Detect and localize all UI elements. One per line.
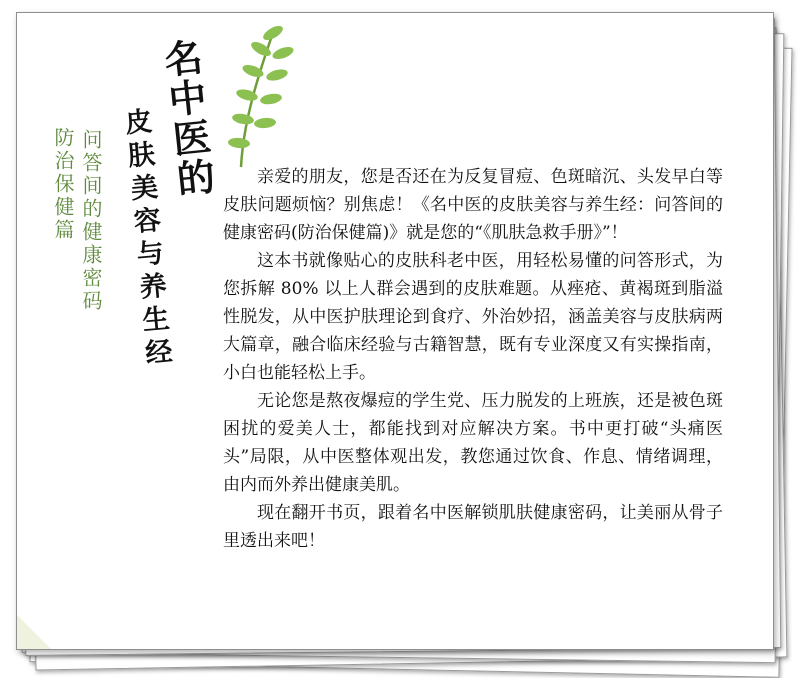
leaf	[259, 92, 282, 106]
corner-decoration	[17, 615, 51, 649]
paragraph: 现在翻开书页，跟着名中医解锁肌肤健康密码，让美丽从骨子里透出来吧！	[223, 503, 723, 551]
leaf	[228, 137, 251, 149]
paragraph: 无论您是熬夜爆痘的学生党、压力脱发的上班族，还是被色斑困扰的爱美人士，都能找到对应解决方案。书中更打破“头痛医头”局限，从中医整体观出发，教您通过饮食、作息、情绪调理，由内而外养出健康美肌。	[223, 391, 723, 495]
book-title-main: 名中医的	[156, 36, 218, 201]
book-title-sub: 皮肤美容与养生经	[119, 106, 173, 373]
paragraph: 这本书就像贴心的皮肤科老中医，用轻松易懂的问答形式，为您拆解 80% 以上人群会遇到的皮肤难题。从痤疮、黄褐斑到脂溢性脱发，从中医护肤理论到食疗、外治妙招，涵盖美容与皮肤病两大篇章，融合临床经验与古籍智慧，既有专业深度又有实操指南，小白也能轻松上手。	[223, 251, 723, 383]
leaf-sprig-icon	[213, 19, 303, 169]
leaf	[231, 112, 254, 126]
leaf	[261, 23, 285, 43]
sprig-leaves	[228, 23, 295, 149]
leaf	[254, 117, 277, 129]
top-page	[16, 12, 774, 650]
paragraph: 亲爱的朋友，您是否还在为反复冒痘、色斑暗沉、头发早白等皮肤问题烦恼？别焦虑！《名中医的皮肤美容与养生经：问答间的健康密码(防治保健篇)》就是您的“《肌肤急救手册》”！	[223, 167, 723, 243]
book-subtitle-line1: 问答间的健康密码	[79, 129, 103, 313]
intro-text	[223, 163, 723, 555]
leaf	[265, 67, 289, 82]
leaf	[271, 45, 295, 62]
book-subtitle-line2: 防治保健篇	[51, 127, 75, 242]
